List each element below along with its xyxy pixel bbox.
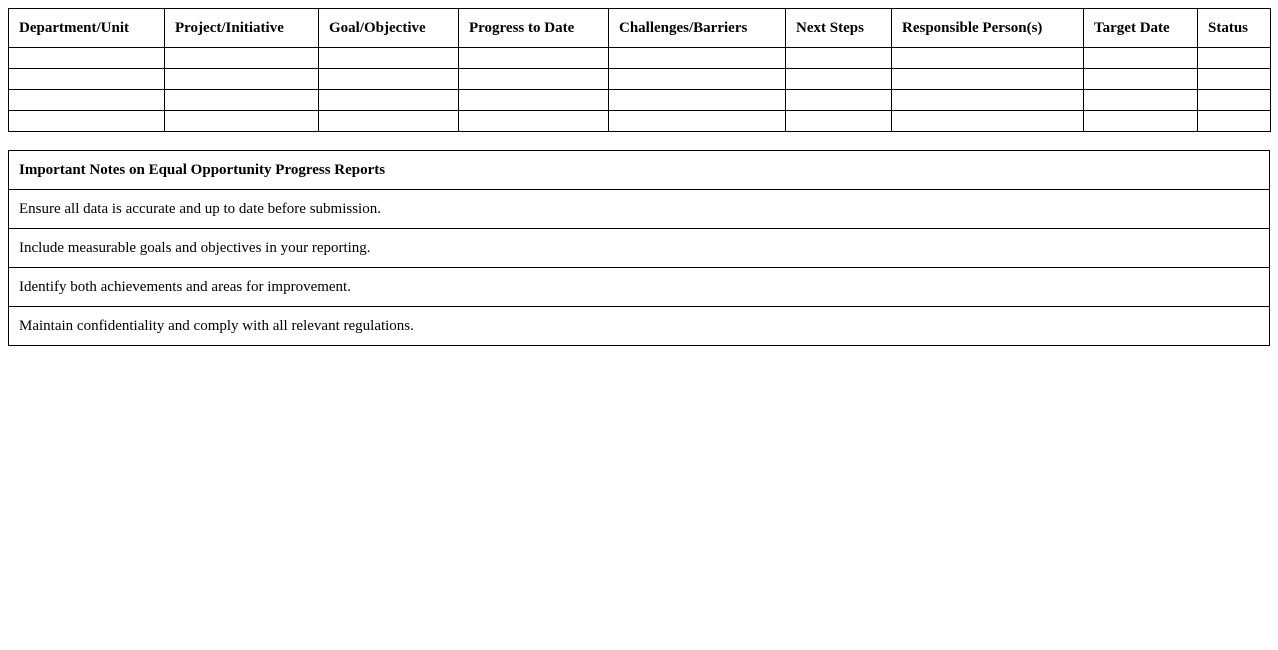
table-cell[interactable] (1198, 48, 1271, 69)
important-notes-table (8, 150, 1270, 346)
notes-title: Important Notes on Equal Opportunity Progress Reports (9, 151, 1270, 190)
notes-header-row (9, 151, 1270, 190)
table-cell[interactable] (786, 69, 892, 90)
table-cell[interactable] (1084, 48, 1198, 69)
table-cell[interactable] (165, 111, 319, 132)
table-cell[interactable] (9, 48, 165, 69)
note-item: Include measurable goals and objectives in your reporting. (9, 229, 1270, 268)
table-cell[interactable] (892, 90, 1084, 111)
note-item: Ensure all data is accurate and up to date before submission. (9, 190, 1270, 229)
table-cell[interactable] (165, 48, 319, 69)
table-cell[interactable] (786, 111, 892, 132)
table-cell[interactable] (609, 48, 786, 69)
table-cell[interactable] (319, 90, 459, 111)
column-header-project-initiative: Project/Initiative (165, 9, 319, 48)
table-cell[interactable] (1084, 111, 1198, 132)
table-cell[interactable] (892, 111, 1084, 132)
column-header-status: Status (1198, 9, 1271, 48)
table-cell[interactable] (786, 48, 892, 69)
table-cell[interactable] (319, 69, 459, 90)
table-row (9, 69, 1271, 90)
table-cell[interactable] (9, 69, 165, 90)
table-row (9, 48, 1271, 69)
column-header-challenges-barriers: Challenges/Barriers (609, 9, 786, 48)
column-header-target-date: Target Date (1084, 9, 1198, 48)
progress-report-table (8, 8, 1271, 132)
table-cell[interactable] (165, 69, 319, 90)
notes-row (9, 307, 1270, 346)
note-item: Maintain confidentiality and comply with all relevant regulations. (9, 307, 1270, 346)
table-cell[interactable] (165, 90, 319, 111)
column-header-progress-to-date: Progress to Date (459, 9, 609, 48)
table-cell[interactable] (892, 48, 1084, 69)
table-cell[interactable] (1084, 90, 1198, 111)
table-cell[interactable] (1198, 111, 1271, 132)
notes-row (9, 229, 1270, 268)
column-header-department-unit: Department/Unit (9, 9, 165, 48)
column-header-goal-objective: Goal/Objective (319, 9, 459, 48)
table-cell[interactable] (1198, 69, 1271, 90)
table-cell[interactable] (1084, 69, 1198, 90)
table-cell[interactable] (892, 69, 1084, 90)
table-row (9, 111, 1271, 132)
table-cell[interactable] (609, 90, 786, 111)
table-cell[interactable] (459, 90, 609, 111)
notes-row (9, 190, 1270, 229)
table-cell[interactable] (1198, 90, 1271, 111)
table-cell[interactable] (459, 69, 609, 90)
table-cell[interactable] (609, 69, 786, 90)
table-cell[interactable] (319, 111, 459, 132)
table-row (9, 90, 1271, 111)
table-cell[interactable] (459, 111, 609, 132)
table-cell[interactable] (609, 111, 786, 132)
table-cell[interactable] (319, 48, 459, 69)
table-cell[interactable] (9, 111, 165, 132)
table-cell[interactable] (786, 90, 892, 111)
table-cell[interactable] (459, 48, 609, 69)
table-cell[interactable] (9, 90, 165, 111)
column-header-next-steps: Next Steps (786, 9, 892, 48)
notes-row (9, 268, 1270, 307)
table-header-row (9, 9, 1271, 48)
note-item: Identify both achievements and areas for improvement. (9, 268, 1270, 307)
column-header-responsible-persons: Responsible Person(s) (892, 9, 1084, 48)
